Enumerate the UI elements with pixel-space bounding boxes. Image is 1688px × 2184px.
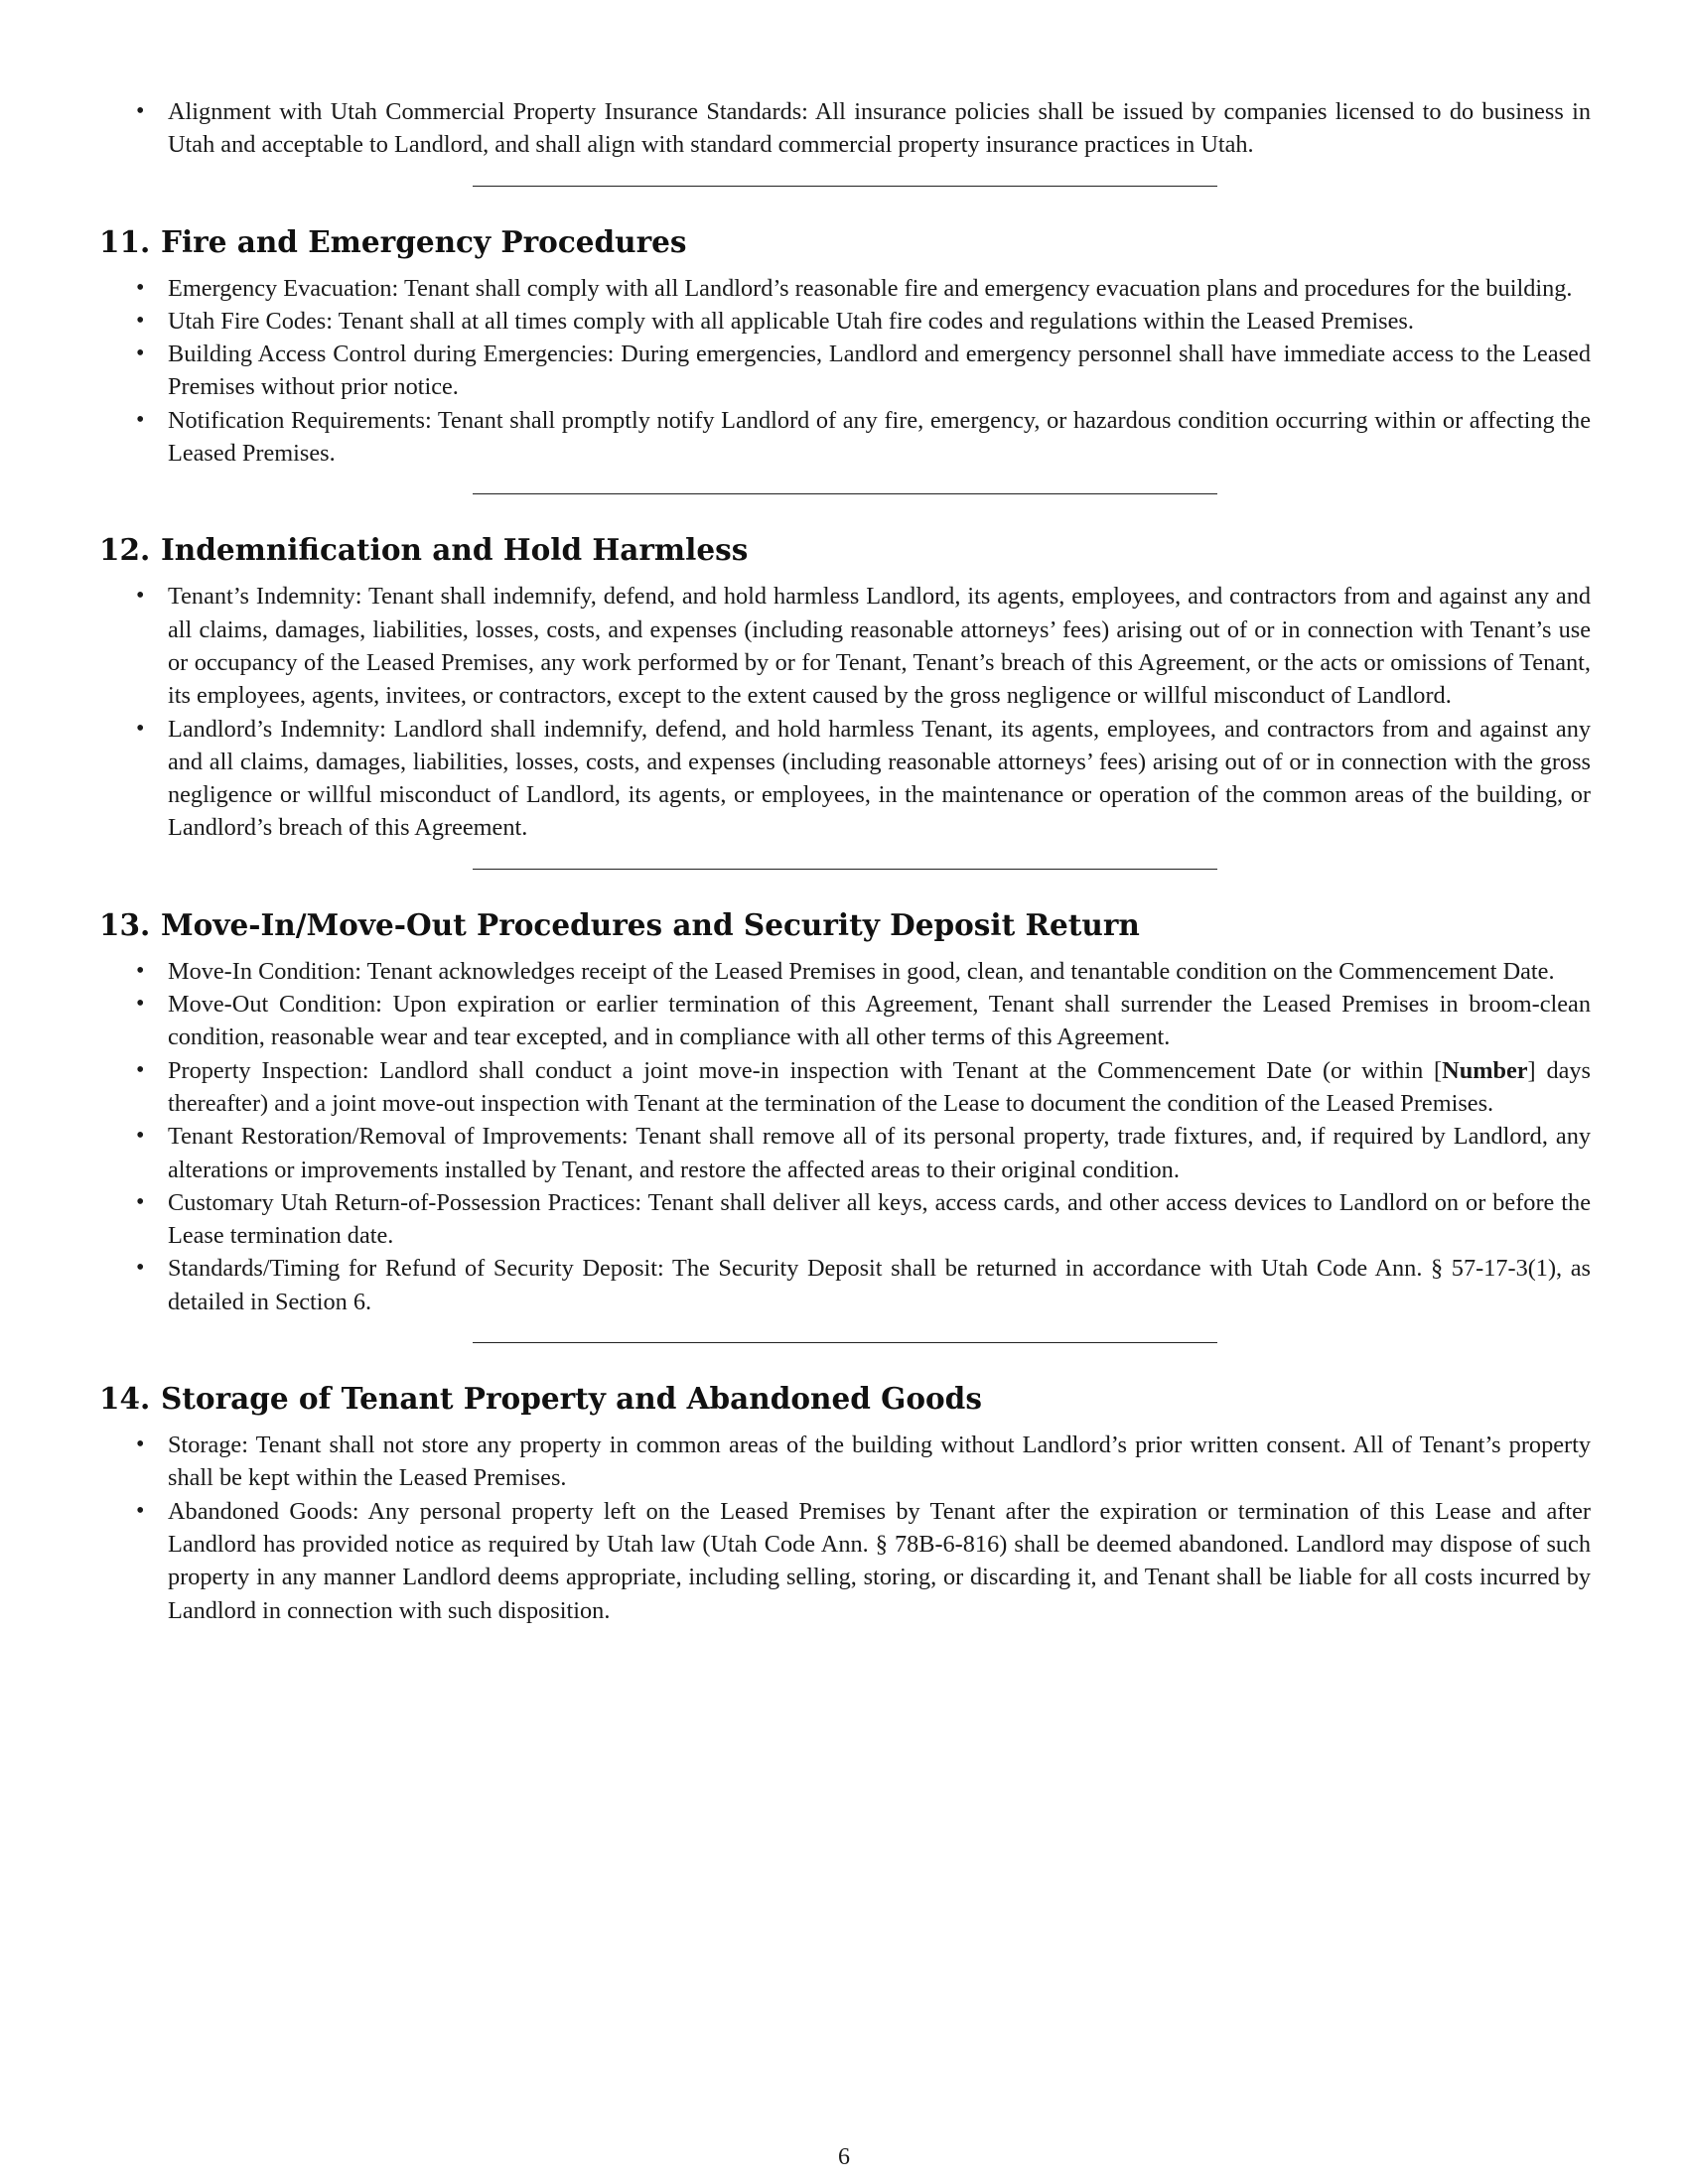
list-item: • Tenant’s Indemnity: Tenant shall indemnify, defend, and hold harmless Landlord, its agents, employees, and contractors from and against any and all claims, damages, liabilities, losses, costs, and expenses (including reasonable attorneys’ fees) arising out of or in connection with Tenant’s use or occupancy of the Leased Premises, any work performed by or for Tenant, Tenant’s breach of this Agreement, or the acts or omissions of Tenant, its employees, agents, invitees, or contractors, except to the extent caused by the gross negligence or willful misconduct of Landlord. [99,580,1591,712]
list-item: • Abandoned Goods: Any personal property left on the Leased Premises by Tenant after the expiration or termination of this Lease and after Landlord has provided notice as required by Utah law (Utah Code Ann. § 78B-6-816) shall be deemed abandoned. Landlord may dispose of such property in any manner Landlord deems appropriate, including selling, storing, or discarding it, and Tenant shall be liable for all costs incurred by Landlord in connection with such disposition. [99,1495,1591,1627]
section-14-list [99,1429,1591,1627]
list-item: • Building Access Control during Emergencies: During emergencies, Landlord and emergency personnel shall have immediate access to the Leased Premises without prior notice. [99,338,1591,404]
bullet-icon: • [136,406,145,433]
list-item: • Utah Fire Codes: Tenant shall at all times comply with all applicable Utah fire codes and regulations within the Leased Premises. [99,305,1591,338]
section-heading-11: 11. Fire and Emergency Procedures [99,223,687,259]
section-heading-14: 14. Storage of Tenant Property and Abandoned Goods [99,1381,982,1417]
list-item: • Storage: Tenant shall not store any property in common areas of the building without Landlord’s prior written consent. All of Tenant’s property shall be kept within the Leased Premises. [99,1429,1591,1495]
list-item: • Property Inspection: Landlord shall conduct a joint move-in inspection with Tenant at the Commencement Date (or within [Number] days thereafter) and a joint move-out inspection with Tenant at the termination of the Lease to document the condition of the Leased Premises. [99,1054,1591,1121]
number-placeholder: Number [1442,1056,1528,1084]
bullet-icon: • [136,583,145,610]
bullet-icon: • [136,715,145,742]
section-heading-13: 13. Move-In/Move-Out Procedures and Security Deposit Return [99,906,1140,942]
list-item: • Notification Requirements: Tenant shall promptly notify Landlord of any fire, emergency, or hazardous condition occurring within or affecting the Leased Premises. [99,404,1591,471]
bullet-icon: • [136,98,145,124]
bullet-icon: • [136,1432,145,1458]
bullet-icon: • [136,341,145,367]
section-11-list [99,272,1591,471]
page-number: 6 [838,2144,850,2170]
bullet-icon: • [136,991,145,1018]
bullet-icon: • [136,274,145,301]
bullet-icon: • [136,1123,145,1150]
bullet-icon: • [136,1056,145,1083]
list-item: • Landlord’s Indemnity: Landlord shall indemnify, defend, and hold harmless Tenant, its agents, employees, and contractors from and against any and all claims, damages, liabilities, losses, costs, and expenses (including reasonable attorneys’ fees) arising out of or in connection with the gross negligence or willful misconduct of Landlord, its agents, or employees, in the maintenance or operation of the common areas of the building, or Landlord’s breach of this Agreement. [99,713,1591,845]
insurance-list-continued [99,95,1591,162]
section-12-list [99,580,1591,844]
list-item: • Customary Utah Return-of-Possession Practices: Tenant shall deliver all keys, access cards, and other access devices to Landlord on or before the Lease termination date. [99,1186,1591,1253]
bullet-icon: • [136,1497,145,1524]
bullet-icon: • [136,1188,145,1215]
list-item: • Move-Out Condition: Upon expiration or earlier termination of this Agreement, Tenant shall surrender the Leased Premises in broom-clean condition, reasonable wear and tear excepted, and in compliance with all other terms of this Agreement. [99,988,1591,1054]
bullet-icon: • [136,957,145,984]
list-item: • Alignment with Utah Commercial Property Insurance Standards: All insurance policies shall be issued by companies licensed to do business in Utah and acceptable to Landlord, and shall align with standard commercial property insurance practices in Utah. [99,95,1591,162]
list-item: • Emergency Evacuation: Tenant shall comply with all Landlord’s reasonable fire and emergency evacuation plans and procedures for the building. [99,272,1591,305]
section-heading-12: 12. Indemnification and Hold Harmless [99,532,749,568]
list-item: • Tenant Restoration/Removal of Improvements: Tenant shall remove all of its personal property, trade fixtures, and, if required by Landlord, any alterations or improvements installed by Tenant, and restore the affected areas to their original condition. [99,1120,1591,1186]
bullet-icon: • [136,1255,145,1282]
document-page [99,95,1591,1627]
list-item: • Move-In Condition: Tenant acknowledges receipt of the Leased Premises in good, clean, and tenantable condition on the Commencement Date. [99,955,1591,988]
section-13-list [99,955,1591,1318]
list-item: • Standards/Timing for Refund of Security Deposit: The Security Deposit shall be returned in accordance with Utah Code Ann. § 57-17-3(1), as detailed in Section 6. [99,1252,1591,1318]
bullet-icon: • [136,307,145,334]
